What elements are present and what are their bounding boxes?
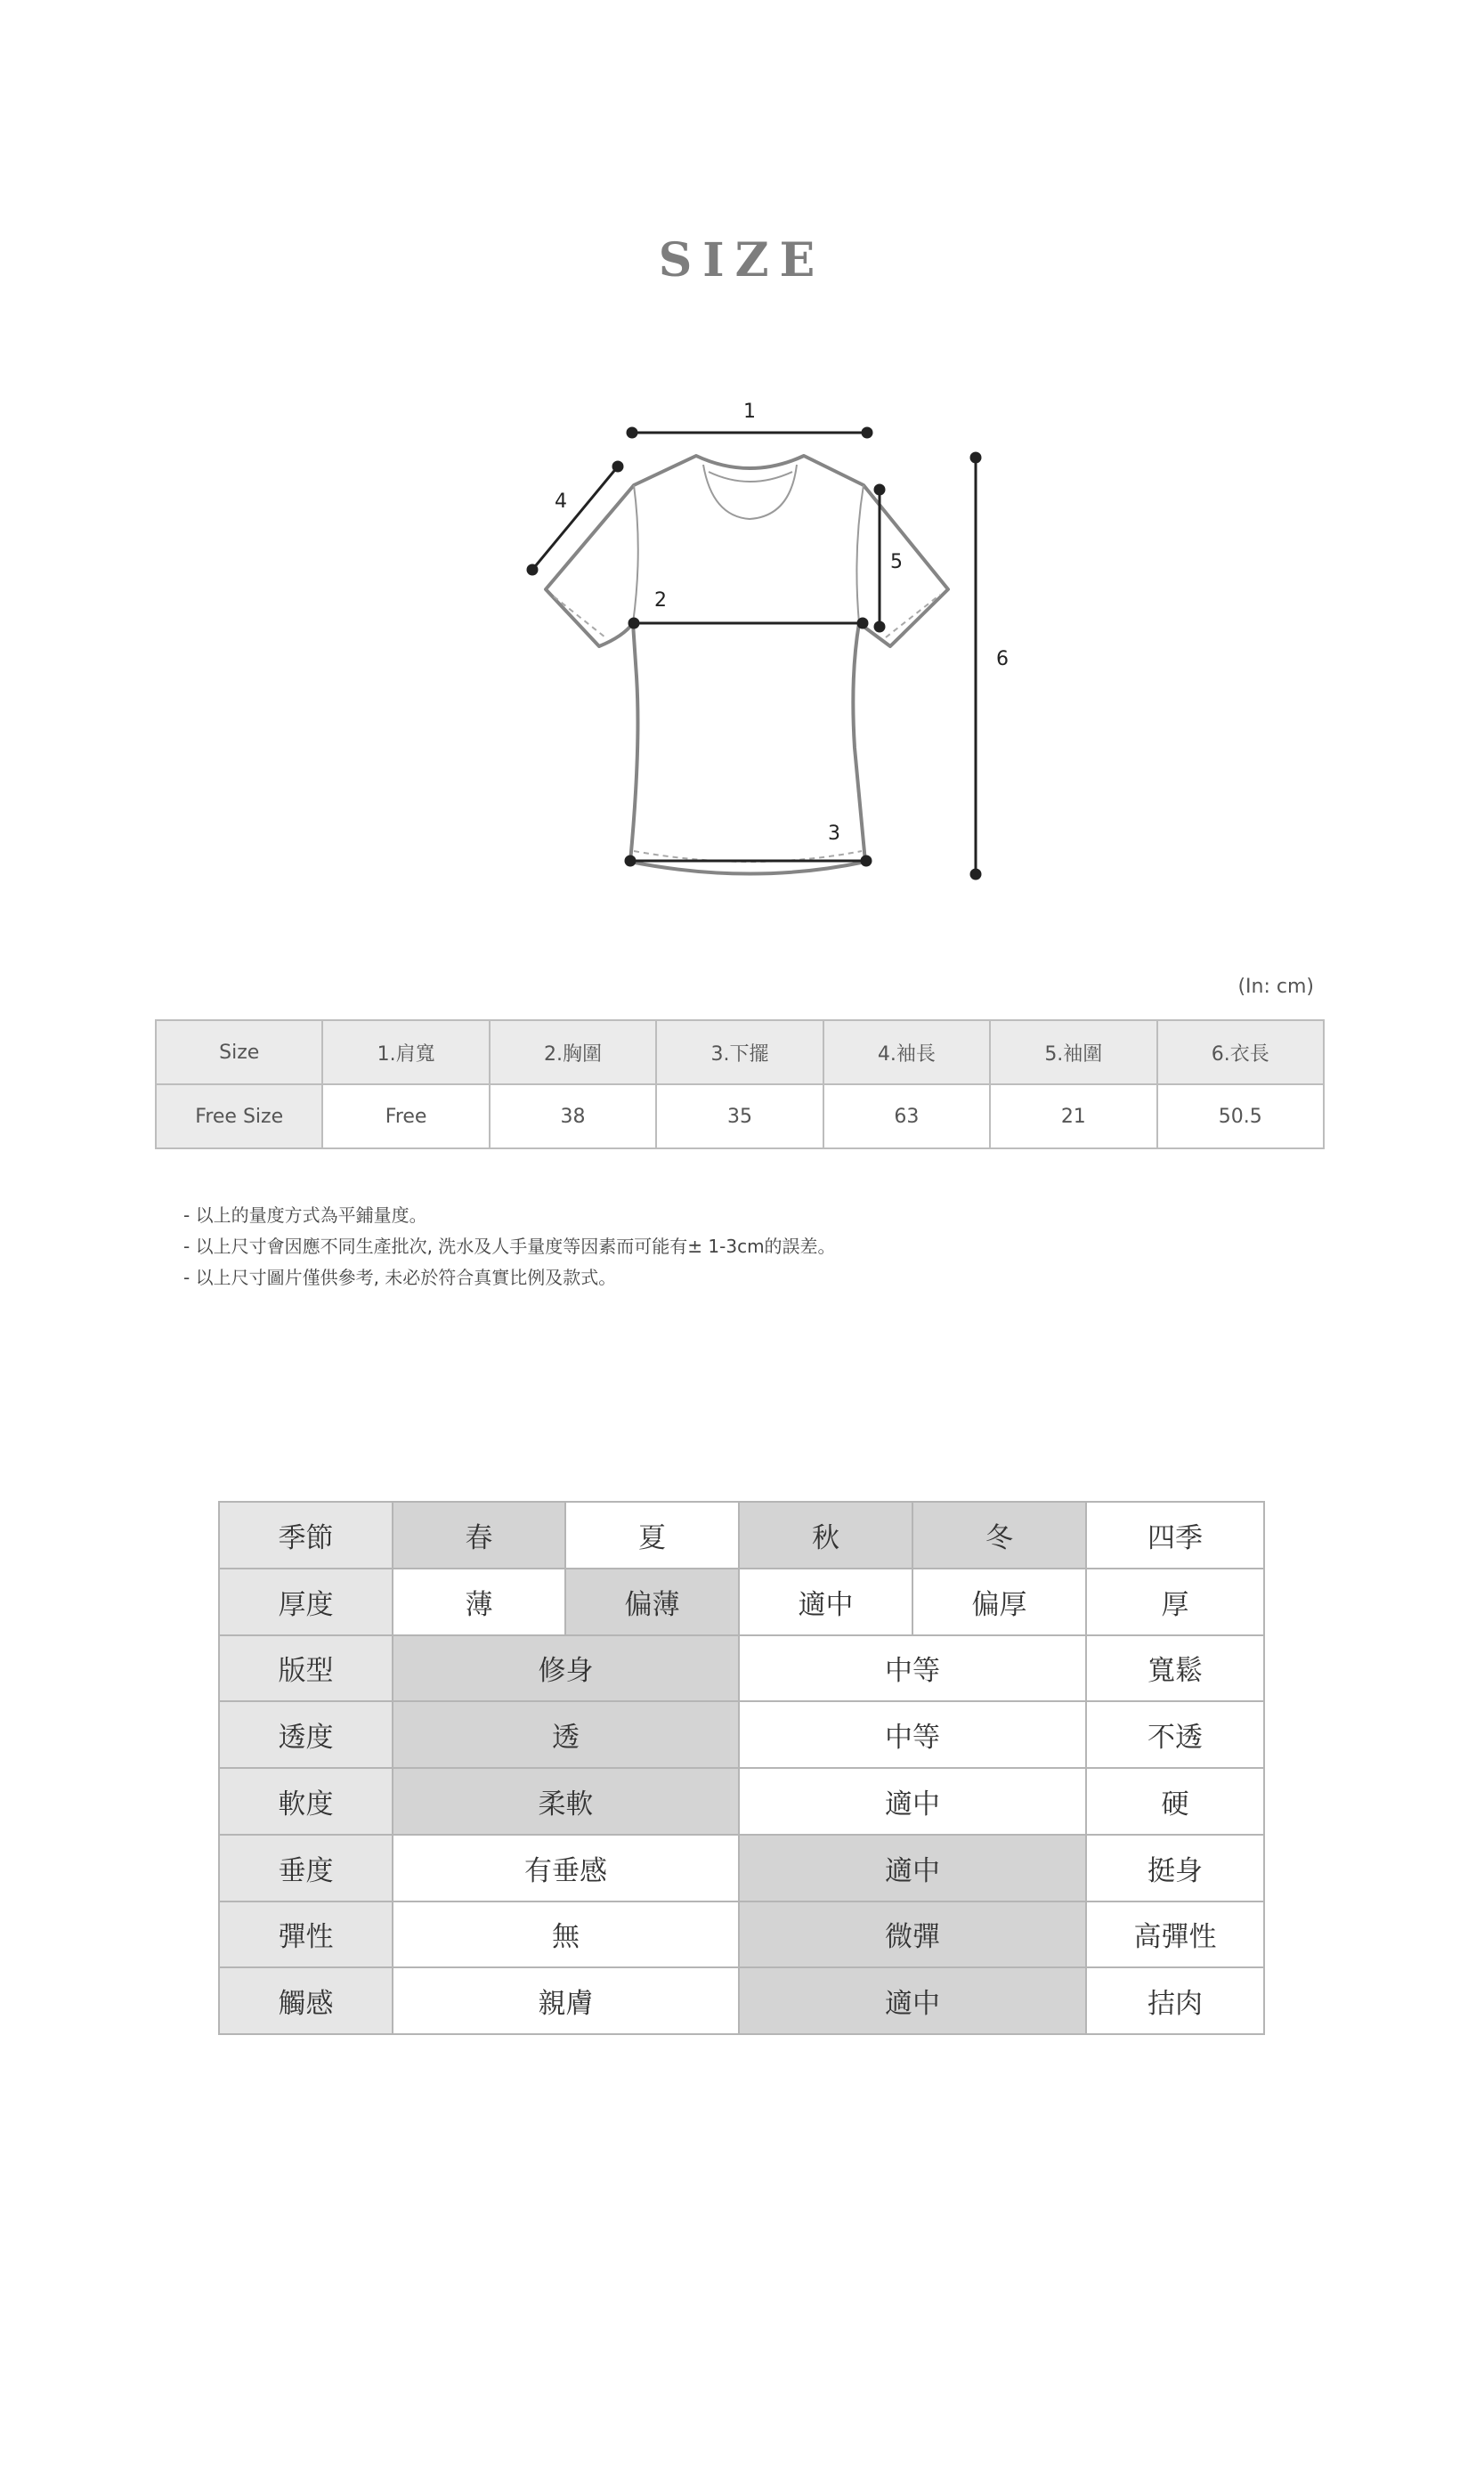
row-touch bbox=[219, 1967, 1264, 2034]
size-cell: 35 bbox=[656, 1084, 823, 1148]
thickness-label: 厚度 bbox=[219, 1569, 393, 1635]
touch-option: 親膚 bbox=[393, 1967, 739, 2034]
season-option: 四季 bbox=[1086, 1502, 1264, 1569]
transparency-option: 不透 bbox=[1086, 1701, 1264, 1768]
size-header-cell: 1.肩寬 bbox=[322, 1020, 489, 1084]
tshirt-measurement-diagram bbox=[0, 0, 1484, 944]
softness-option: 硬 bbox=[1086, 1768, 1264, 1835]
transparency-label: 透度 bbox=[219, 1701, 393, 1768]
thickness-option: 偏厚 bbox=[912, 1569, 1086, 1635]
season-option: 春 bbox=[393, 1502, 565, 1569]
fit-option: 中等 bbox=[739, 1635, 1086, 1702]
unit-note: (In: cm) bbox=[1237, 976, 1314, 998]
size-header-cell: Size bbox=[156, 1020, 322, 1084]
measure-label-6: 6 bbox=[996, 648, 1009, 670]
thickness-option: 薄 bbox=[393, 1569, 565, 1635]
size-table bbox=[155, 1019, 1325, 1149]
drape-option: 適中 bbox=[739, 1835, 1086, 1901]
row-drape bbox=[219, 1835, 1264, 1901]
season-label: 季節 bbox=[219, 1502, 393, 1569]
size-table-header-row bbox=[156, 1020, 1324, 1084]
right-sleeve-hem bbox=[886, 595, 940, 637]
size-cell: 38 bbox=[490, 1084, 656, 1148]
size-header-cell: 4.袖長 bbox=[823, 1020, 990, 1084]
season-option: 秋 bbox=[739, 1502, 912, 1569]
size-header-cell: 2.胸圍 bbox=[490, 1020, 656, 1084]
thickness-option: 偏薄 bbox=[565, 1569, 739, 1635]
page-title: SIZE bbox=[658, 233, 826, 288]
season-option: 夏 bbox=[565, 1502, 739, 1569]
note-line: - 以上的量度方式為平鋪量度。 bbox=[183, 1204, 427, 1226]
elasticity-option: 高彈性 bbox=[1086, 1901, 1264, 1968]
row-thickness bbox=[219, 1569, 1264, 1635]
elasticity-label: 彈性 bbox=[219, 1901, 393, 1968]
collar-inner bbox=[703, 465, 797, 519]
drape-option: 有垂感 bbox=[393, 1835, 739, 1901]
fabric-properties-table bbox=[218, 1501, 1265, 2035]
size-header-cell: 3.下擺 bbox=[656, 1020, 823, 1084]
size-row-label: Free Size bbox=[156, 1084, 322, 1148]
elasticity-option: 微彈 bbox=[739, 1901, 1086, 1968]
drape-option: 挺身 bbox=[1086, 1835, 1264, 1901]
transparency-option: 透 bbox=[393, 1701, 739, 1768]
softness-option: 適中 bbox=[739, 1768, 1086, 1835]
left-sleeve-hem bbox=[554, 596, 605, 637]
size-header-cell: 5.袖圍 bbox=[990, 1020, 1156, 1084]
size-cell: 63 bbox=[823, 1084, 990, 1148]
thickness-option: 適中 bbox=[739, 1569, 912, 1635]
left-armhole bbox=[633, 485, 638, 623]
touch-label: 觸感 bbox=[219, 1967, 393, 2034]
size-cell: 21 bbox=[990, 1084, 1156, 1148]
drape-label: 垂度 bbox=[219, 1835, 393, 1901]
collar-band bbox=[709, 472, 792, 482]
softness-label: 軟度 bbox=[219, 1768, 393, 1835]
row-softness bbox=[219, 1768, 1264, 1835]
row-fit bbox=[219, 1635, 1264, 1702]
touch-option: 拮肉 bbox=[1086, 1967, 1264, 2034]
note-line: - 以上尺寸圖片僅供參考, 未必於符合真實比例及款式。 bbox=[183, 1267, 617, 1288]
softness-option: 柔軟 bbox=[393, 1768, 739, 1835]
size-cell: Free bbox=[322, 1084, 489, 1148]
thickness-option: 厚 bbox=[1086, 1569, 1264, 1635]
row-elasticity bbox=[219, 1901, 1264, 1968]
row-transparency bbox=[219, 1701, 1264, 1768]
measure-label-2: 2 bbox=[654, 589, 667, 612]
measurement-notes bbox=[183, 1200, 836, 1293]
elasticity-option: 無 bbox=[393, 1901, 739, 1968]
row-season bbox=[219, 1502, 1264, 1569]
right-armhole bbox=[856, 485, 864, 623]
measure-label-1: 1 bbox=[743, 401, 756, 423]
note-line: - 以上尺寸會因應不同生產批次, 洗水及人手量度等因素而可能有± 1-3cm的誤差。 bbox=[183, 1236, 836, 1257]
size-table-row bbox=[156, 1084, 1324, 1148]
season-option: 冬 bbox=[912, 1502, 1086, 1569]
size-header-cell: 6.衣長 bbox=[1157, 1020, 1324, 1084]
size-cell: 50.5 bbox=[1157, 1084, 1324, 1148]
fit-option: 修身 bbox=[393, 1635, 739, 1702]
touch-option: 適中 bbox=[739, 1967, 1086, 2034]
measure-label-5: 5 bbox=[890, 551, 903, 573]
fit-option: 寬鬆 bbox=[1086, 1635, 1264, 1702]
measure-label-3: 3 bbox=[828, 823, 840, 845]
fit-label: 版型 bbox=[219, 1635, 393, 1702]
transparency-option: 中等 bbox=[739, 1701, 1086, 1768]
measure-label-4: 4 bbox=[555, 491, 567, 513]
